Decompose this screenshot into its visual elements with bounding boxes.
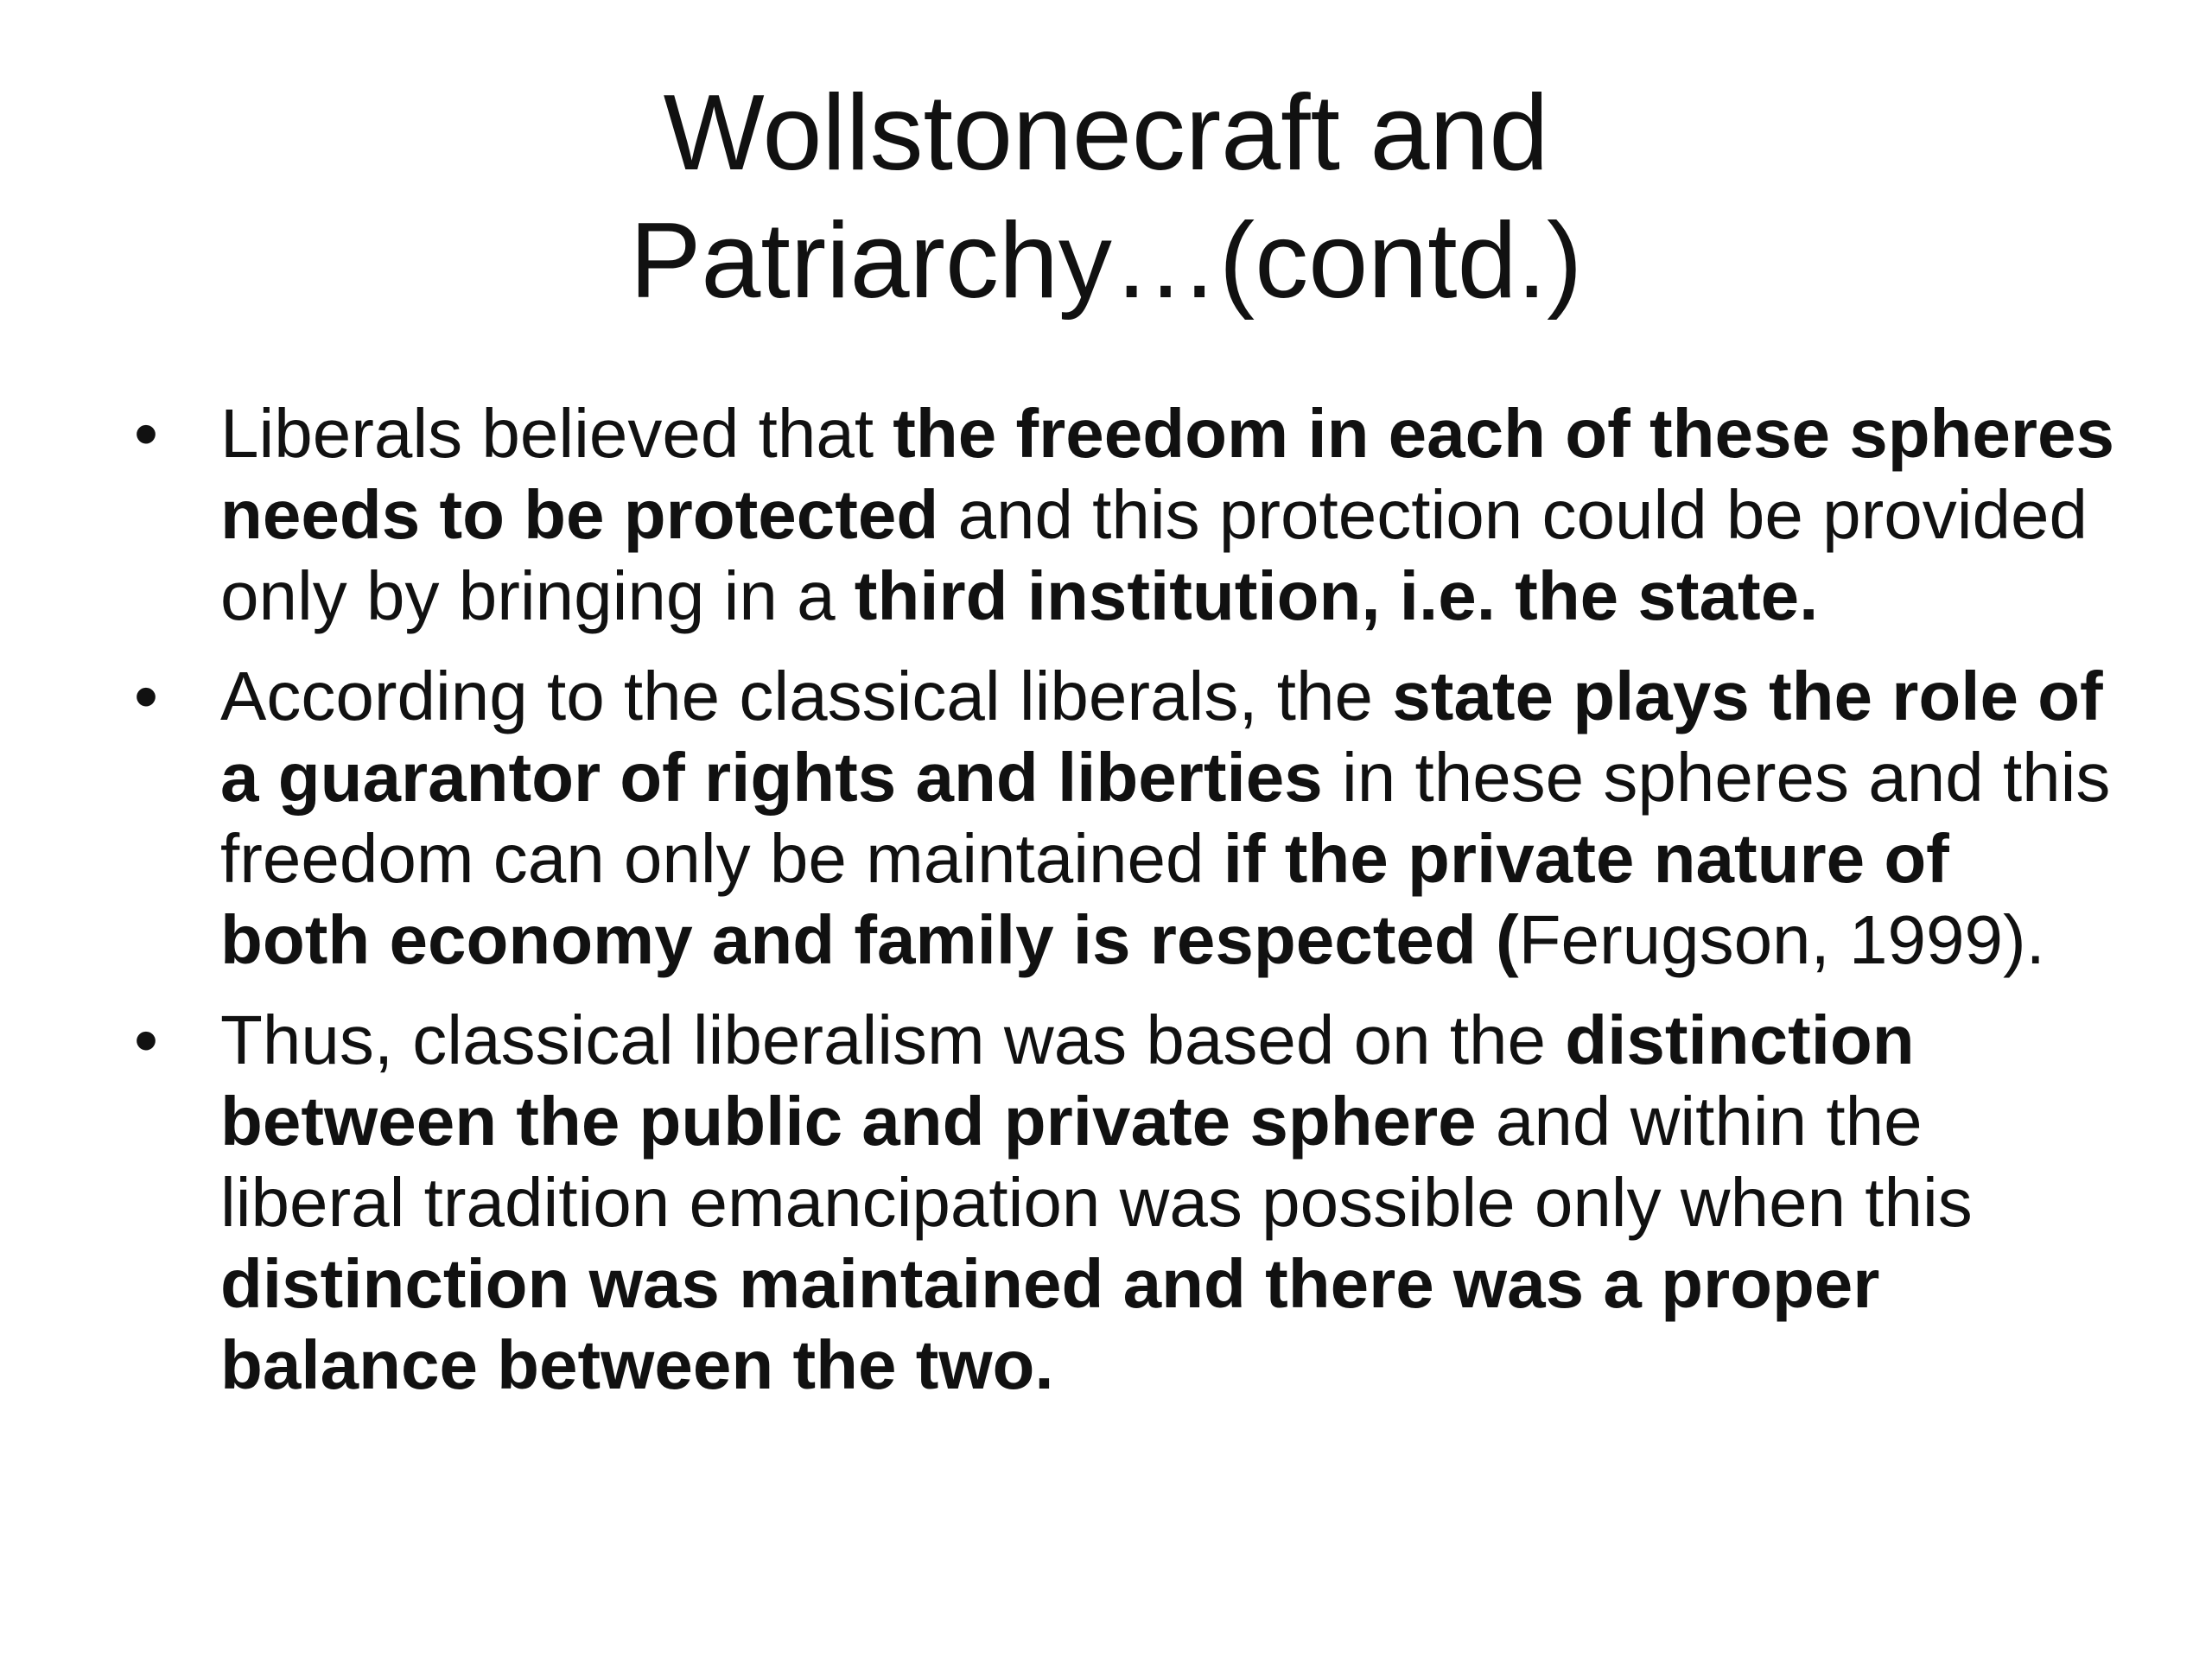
bullet-text-segment: in these spheres and this freedom can only be maintained: [220, 739, 2111, 897]
bullet-text-segment: Thus, classical liberalism was based on the: [220, 1001, 1566, 1078]
bullet-text-segment: and this protection could be provided only by bringing in a: [220, 476, 2088, 634]
bullet-icon: •: [134, 1001, 159, 1078]
bullet-text-segment: Ferugson, 1999).: [1518, 901, 2045, 978]
bullet-text-segment-bold: if the private nature of both economy and family is respected (: [220, 820, 1949, 978]
bullet-item: [130, 393, 2117, 637]
bullet-text-segment: According to the classical liberals, the: [220, 658, 1393, 734]
bullet-text-segment-bold: distinction was maintained and there was a proper balance between the two.: [220, 1245, 1880, 1403]
bullet-text-segment-bold: third institution, i.e. the state.: [854, 557, 1819, 634]
bullet-text-segment: Liberals believed that: [220, 395, 893, 472]
bullet-icon: •: [134, 658, 159, 734]
bullet-text-segment-bold: the freedom in each of these spheres needs to be protected: [220, 395, 2115, 553]
title-line-1: Wollstonecraft and: [663, 73, 1549, 193]
bullet-text-segment-bold: state plays the role of a guarantor of rights and liberties: [220, 658, 2103, 816]
bullet-item: [130, 656, 2117, 981]
title-line-2: Patriarchy…(contd.): [629, 201, 1583, 321]
bullet-list: [130, 393, 2117, 1425]
bullet-text-segment-bold: distinction between the public and private sphere: [220, 1001, 1915, 1160]
bullet-item: [130, 1000, 2117, 1406]
slide-title: [0, 69, 2212, 325]
bullet-text-segment: and within the liberal tradition emancipation was possible only when this: [220, 1083, 1973, 1241]
bullet-icon: •: [134, 395, 159, 472]
